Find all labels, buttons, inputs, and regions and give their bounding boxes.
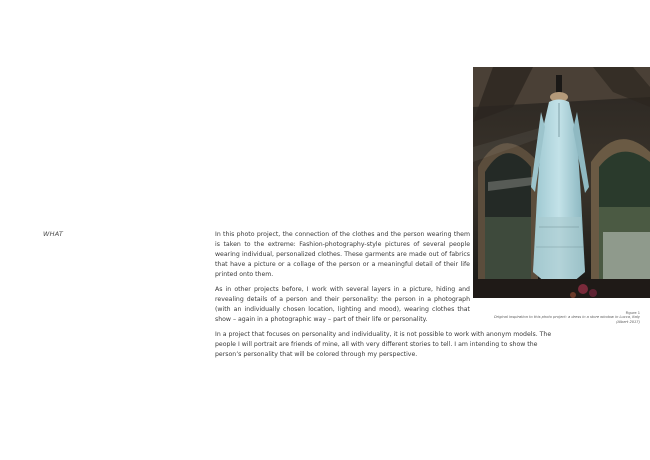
figure-photo — [473, 67, 650, 298]
dress-window-photo — [473, 67, 650, 298]
paragraph-2: As in other projects before, I work with several layers in a picture, hiding and revealing details of a person and their personality: the person in a photograph (with an individually chosen location, lighting and mood), wearing clothes that show – again in a photographic way – part of their life or personality. — [215, 286, 470, 323]
figure-label: Figure 1 — [625, 311, 640, 315]
paragraph-3: In a project that focuses on personality and individuality, it is not possible to work with anonym models. The people I will portrait are friends of mine, all with very different stories to tell. I am intending to show the person’s personality that will be colored through my perspective. — [215, 331, 552, 358]
figure-caption — [490, 311, 640, 324]
body-text — [215, 230, 552, 365]
figure-caption-text: Original inspiration to this photo project: a dress in a store window in Lucca, Italy (Albert 2017) — [493, 315, 640, 324]
section-label: WHAT — [43, 230, 64, 238]
paragraph-1: In this photo project, the connection of the clothes and the person wearing them is taken to the extreme: Fashion-photography-style pictures of several people wearing individual, personalized clothes. These garments are made out of fabrics that have a picture or a collage of the person or a meaningful detail of their life printed onto them. — [215, 231, 470, 278]
